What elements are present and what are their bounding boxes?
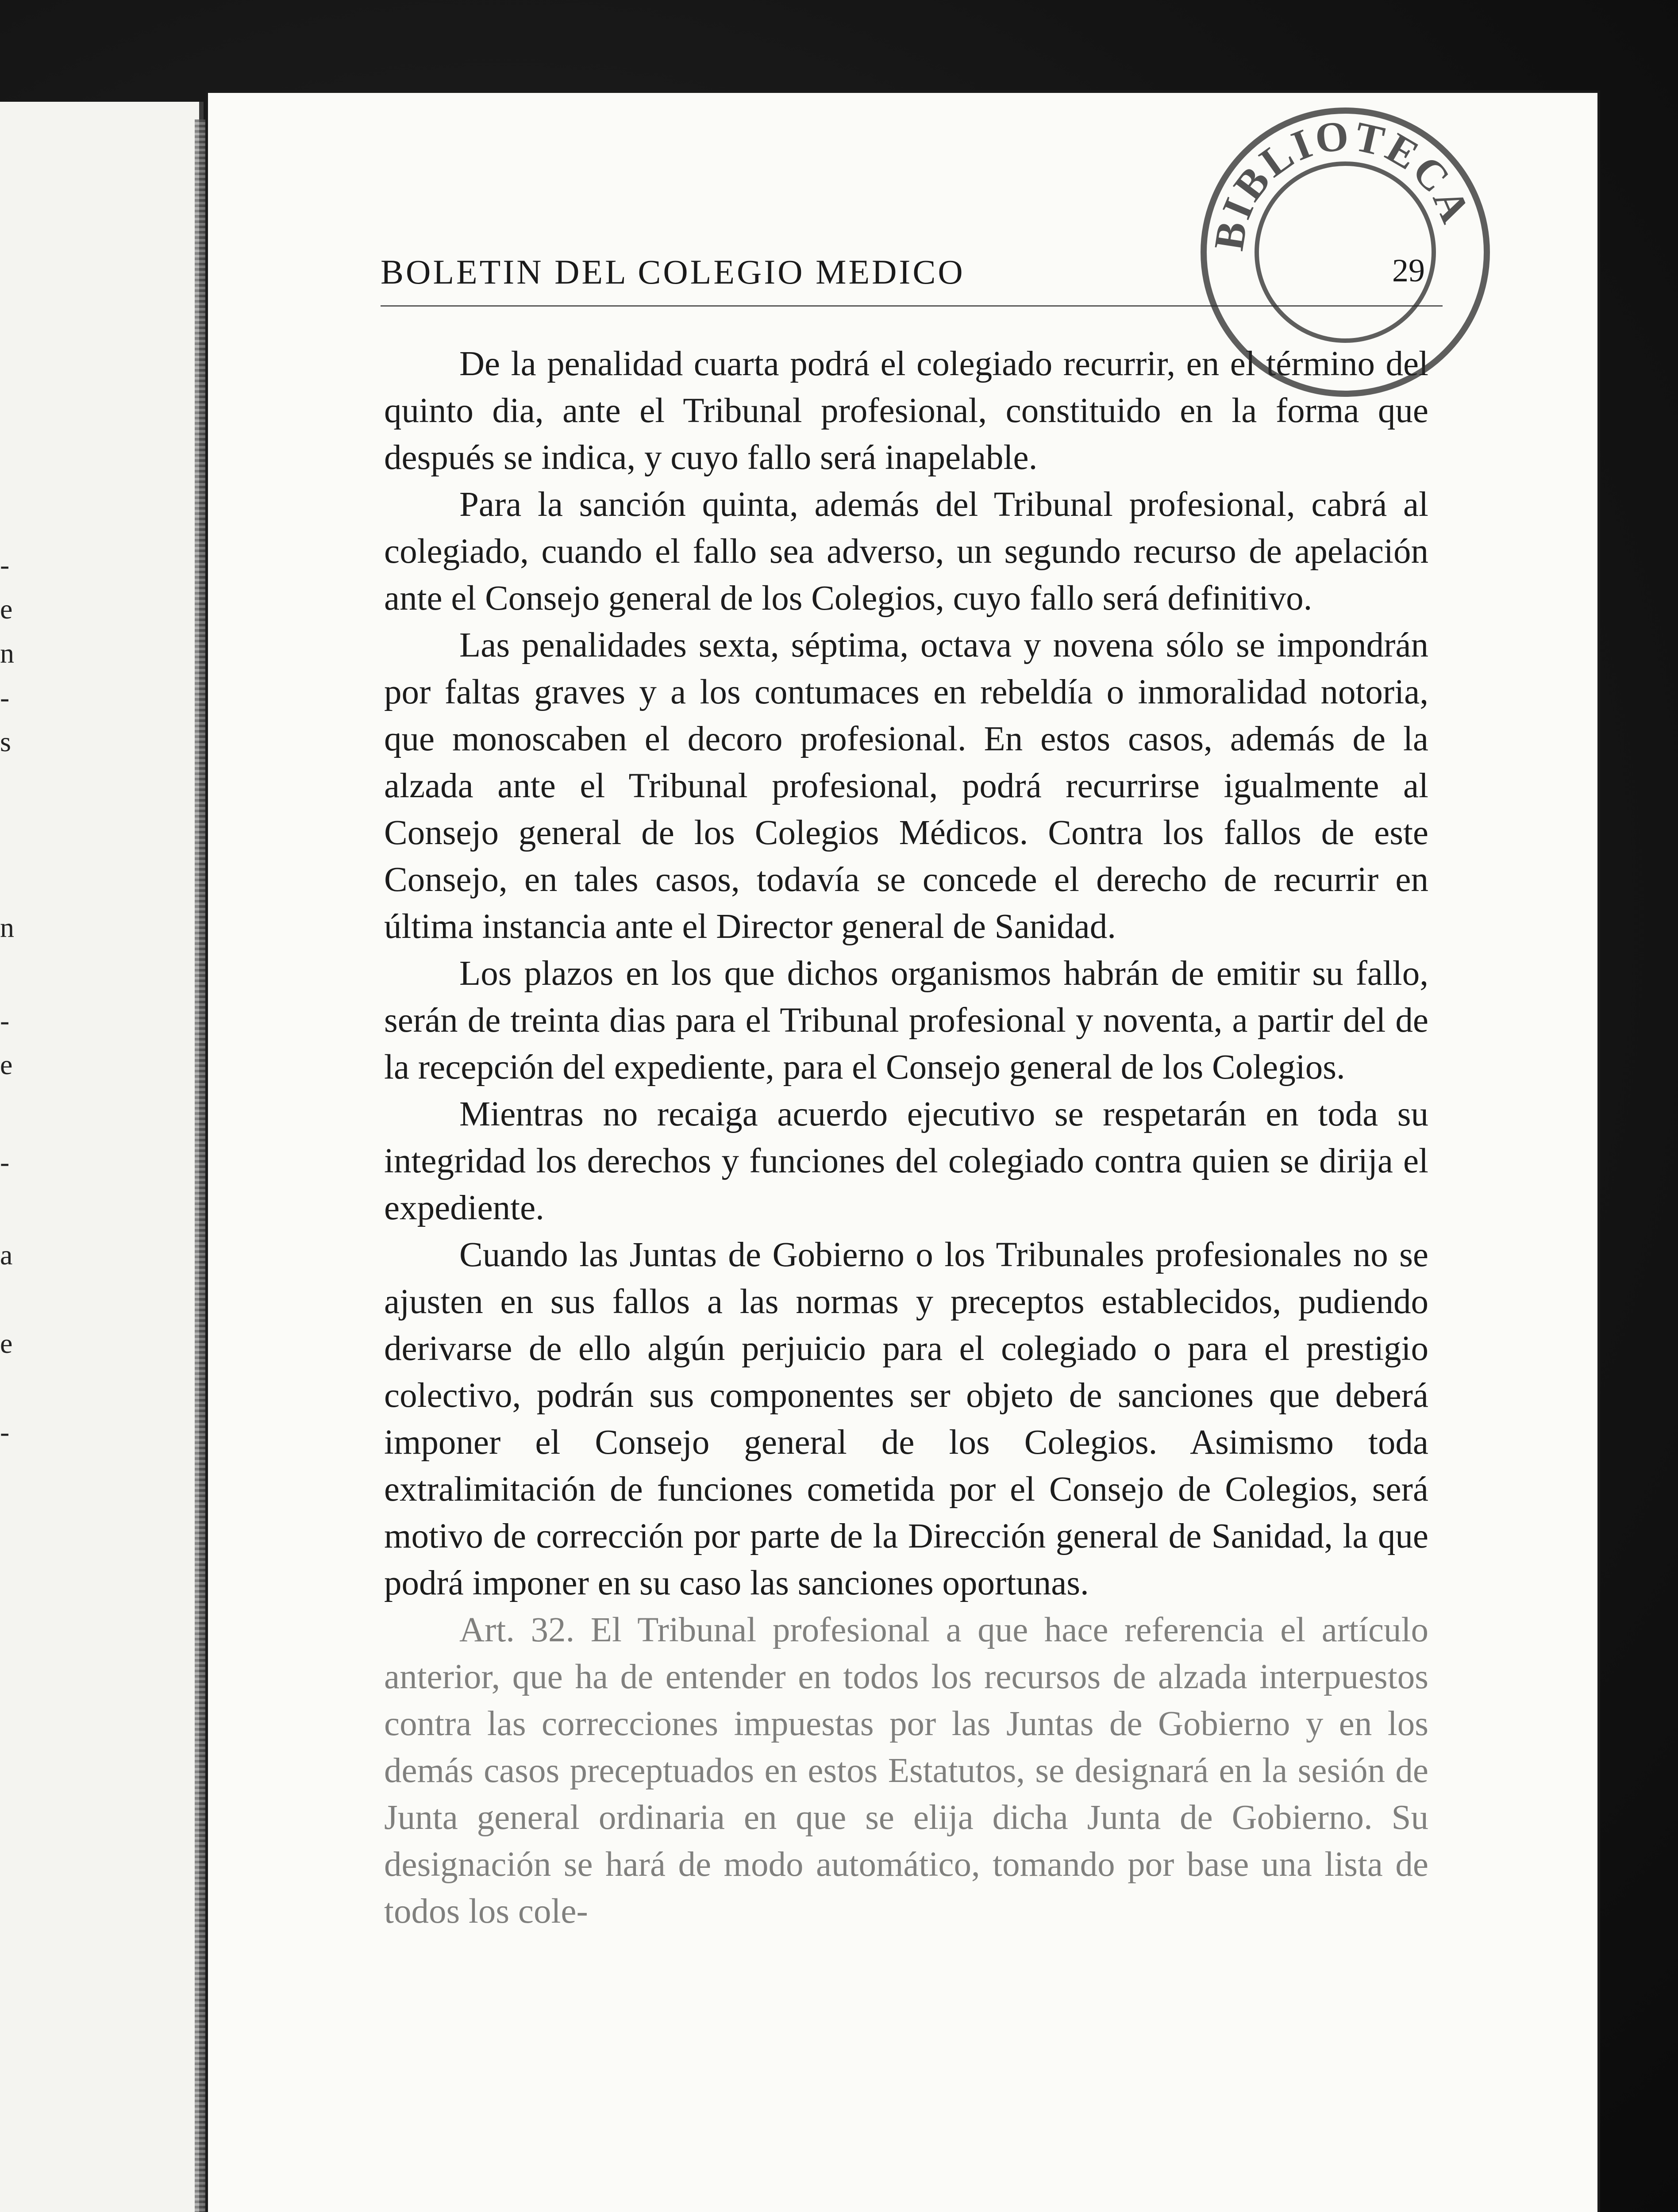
book-gutter [195, 119, 208, 2212]
paragraph: De la penalidad cuarta podrá el colegiado recurrir, en el término del quinto dia, ante el Tribunal profesional, constituido en la forma que después se indica, y cuyo fallo será inapelable. [384, 345, 1428, 477]
library-stamp [1186, 93, 1505, 411]
page-number: 29 [1392, 253, 1425, 289]
paragraph: Art. 32. El Tribunal profesional a que hace referencia el artículo anterior, que ha de entender en todos los recursos de alzada interpuestos contra las correcciones impuestas por las Juntas de Gobierno y en los demás casos preceptuados en estos Estatutos, se designará en la sesión de Junta general ordinaria en que se elija dicha Junta de Gobierno. Su designación se hará de modo automático, tomando por base una lista de todos los cole- [384, 1611, 1428, 1931]
adjacent-page-fragment: e [0, 1049, 13, 1080]
adjacent-page-fragment: - [0, 1005, 10, 1036]
paragraph: Los plazos en los que dichos organismos habrán de emitir su fallo, serán de treinta dias para el Tribunal profesional y noventa, a partir del de la recepción del expediente, para el Consejo general de los Colegios. [384, 954, 1428, 1087]
adjacent-page-fragment: n [0, 637, 14, 669]
adjacent-page-edge [0, 102, 204, 2212]
paragraph: Cuando las Juntas de Gobierno o los Tribunales profesionales no se ajusten en sus fallos a las normas y preceptos establecidos, pudiendo derivarse de ello algún perjuicio para el colegiado o para el prestigio colectivo, podrán sus componentes ser objeto de sanciones que deberá imponer el Consejo general de los Colegios. Asimismo toda extralimitación de funciones cometida por el Consejo de Colegios, será motivo de corrección por parte de la Dirección general de Sanidad, la que podrá imponer en su caso las sanciones oportunas. [384, 1236, 1428, 1602]
paragraph: Mientras no recaiga acuerdo ejecutivo se respetarán en toda su integridad los derechos y funciones del colegiado contra quien se dirija el expediente. [384, 1095, 1428, 1227]
adjacent-page-fragment: s [0, 726, 11, 757]
paragraph: Las penalidades sexta, séptima, octava y novena sólo se impondrán por faltas graves y a los contumaces en rebeldía o inmoralidad notoria, que monoscaben el decoro profesional. En estos casos, además de la alzada ante el Tribunal profesional, podrá recurrirse igualmente al Consejo general de los Colegios Médicos. Contra los fallos de este Consejo, en tales casos, todavía se concede el derecho de recurrir en última instancia ante el Director general de Sanidad. [384, 626, 1428, 946]
body-text [384, 341, 1428, 1935]
svg-text:BIBLIOTECA PUBLICA: BIBLIOTECA [1205, 111, 1480, 253]
adjacent-page-fragment: e [0, 593, 13, 625]
adjacent-page-fragment: - [0, 1416, 10, 1448]
paragraph: Para la sanción quinta, además del Tribunal profesional, cabrá al colegiado, cuando el fallo sea adverso, un segundo recurso de apelación ante el Consejo general de los Colegios, cuyo fallo será definitivo. [384, 485, 1428, 618]
adjacent-page-fragment: - [0, 1146, 10, 1178]
adjacent-page-fragment: n [0, 912, 14, 943]
adjacent-page-fragment: a [0, 1239, 13, 1271]
adjacent-page-fragment: e [0, 1328, 13, 1359]
adjacent-page-fragment: - [0, 682, 10, 713]
header-title: BOLETIN DEL COLEGIO MEDICO [381, 253, 965, 291]
stamp-seal-icon [1186, 93, 1505, 411]
adjacent-page-fragment: - [0, 549, 10, 580]
